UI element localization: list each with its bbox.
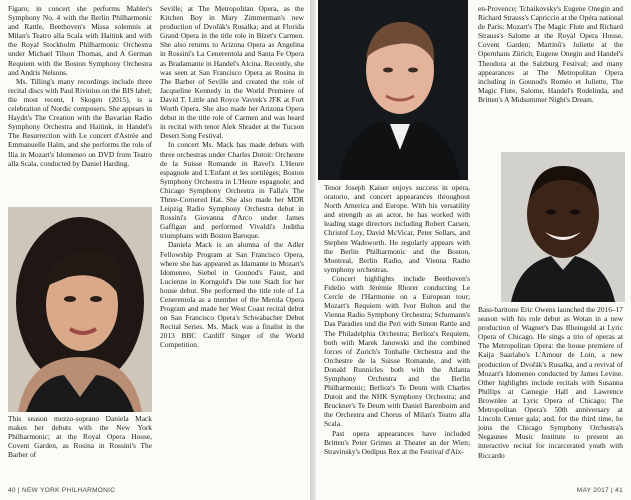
paragraph: Concert highlights include Beethoven's Fidelio with Jérémie Rhorer conducting Le Cercle de l'Harmonie on a European tour; Mozart's Requiem with Ivor Bolton and the Vienna Radio Symphony Orchestra; Schumann's Das Paradies und die Peri with Simon Rattle and The Philadelphia Orchestra; Berlioz's Requiem, both with Marek Janowski and the combined forces of Zurich's Tonhalle Orchestra and the Orchestre de la Suisse Romande, and with Donald Runnicles both with the Atlanta Symphony Orchestra and the Berlin Philharmonic; Berlioz's Te Deum with Charles Dutoit and the NHK Symphony Orchestra; and Bruckner's Te Deum with Daniel Barenboim and the Orchestra and Chorus of Milan's Teatro alla Scala. [324,273,470,429]
right-column-1-text [324,183,470,456]
right-footer [577,487,623,494]
left-page [0,0,310,500]
joseph-kaiser-photo [318,0,468,180]
daniela-mack-photo [8,207,152,412]
photo-caption: This season mezzo-soprano Daniela Mack makes her debuts with the New York Philharmonic; at the Royal Opera House, Covent Garden, as Rosina in Rossini's The Barber of [8,414,152,460]
left-column-1-text [8,4,152,168]
portrait-image [501,152,625,302]
folio-separator: | [611,487,616,494]
folio-left: 40 | NEW YORK PHILHARMONIC [8,487,116,494]
paragraph: Daniela Mack is an alumna of the Adler Fellowship Program at San Francisco Opera, where she has appeared as Idamante in Mozart's Idomeneo, Siebel in Gounod's Faust, and Lucienne in Korngold's Die tote Stadt for her house debut. She performed the title role of La Cenerentola as a member of the Merola Opera Program and made her West Coast recital debut on San Francisco Opera's Schwabacher Debut Recital Series. Ms. Mack was a finalist in the 2013 BBC Cardiff Singer of the World Competition. [160,240,304,350]
left-footer [8,487,115,494]
paragraph: Ms. Tilling's many recordings include three recital discs with Paul Rivinius on the BIS label; the most recent, I Skogen (2015), is a celebration of Nordic composers. She appears in Haydn's The Creation with the Bavarian Radio Symphony Orchestra and Haitink, in Handel's The Resurrection with Le concert d'Astrée and Emmanuelle Haïm, and she performs the role of Ilia in Mozart's Idomeneo on DVD from Teatro alla Scala, conducted by Daniel Harding. [8,76,152,168]
left-column-1-caption [8,414,152,459]
paragraph: en-Provence; Tchaikovsky's Eugene Onegin and Richard Strauss's Capriccio at the Opéra national de Paris; Mozart's The Magic Flute and Richard Strauss's Salome at the Royal Opera House, Covent Garden; Martinů's Juliette at the Opernhaus Zürich; Eugene Onegin and Handel's Theodora at the Salzburg Festival; and many appearances at The Metropolitan Opera including in Gounod's Roméo et Juliette, The Magic Flute, Salome, Handel's Rodelinda, and Britten's A Midsummer Night's Dream. [478,4,623,104]
eric-owens-photo [501,152,625,302]
portrait-image [8,207,152,412]
portrait-image [318,0,468,180]
paragraph: Seville; at The Metropolitan Opera, as the Kitchen Boy in Mary Zimmerman's new production of Dvořák's Rusalka; and at Florida Grand Opera in the title role in Bizet's Carmen. She also returns to Arizona Opera as Angelina in Rossini's La Cenerentola and Santa Fe Opera as Bradamante in Handel's Alcina. Recently, she was seen at San Francisco Opera as Rosina in The Barber of Seville and created the role of Jacqueline Kennedy in the World Premiere of David T. Little and Royce Vavrek's JFK at Fort Worth Opera. She also made her Arizona Opera debut in the title role of Carmen and was heard in recital with tenor Alek Shrader at the Tucson Desert Song Festival. [160,4,304,141]
paragraph: Past opera appearances have included Britten's Peter Grimes at Theater an der Wien; Stravinsky's Oedipus Rex at the Festival d'Aix- [324,428,470,456]
paragraph: Bass-baritone Eric Owens launched the 2016–17 season with his role debut as Wotan in a new production of Wagner's Das Rheingold at Lyric Opera of Chicago. He sings a trio of operas at The Metropolitan Opera: the house premiere of Kaija Saariaho's L'Amour de Loin, a new production of Dvořák's Rusalka, and a revival of Mozart's Idomeneo conducted by James Levine. Other highlights include recitals with Susanna Phillips at Carnegie Hall and Lawrence Brownlee at Lyric Opera of Chicago; The Metropolitan Opera's 50th anniversary at Lincoln Center gala; and, for the third time, he joins the Chicago Symphony Orchestra's Negaunee Music Institute to present an interactive recital for incarcerated youth with Riccardo [478,305,623,460]
right-page [316,0,631,500]
paragraph: In concert Ms. Mack has made debuts with three orchestras under Charles Dutoit: Orchestre de la Suisse Romande in Ravel's L'Heure espagnole and L'Enfant et les sortilèges; Boston Symphony Orchestra in L'Heure espagnole; and Chicago Symphony Orchestra in Falla's The Three-Cornered Hat. She also made her MDR Leipzig Radio Symphony Orchestra debut in Rossini's Giovanna d'Arco under James Gaffigan and performed Vivaldi's Juditha triumphans with Boston Baroque. [160,140,304,241]
folio-right: 41 [615,487,623,494]
issue-date: MAY 2017 [576,487,609,494]
right-column-2-top-text [478,4,623,104]
paragraph: Tenor Joseph Kaiser enjoys success in opera, oratorio, and concert appearances throughout North America and Europe. With his versatility and strength as an actor, he has worked with leading stage directors including Robert Carsen, Christof Loy, David McVicar, Peter Sellars, and Stephen Wadsworth. He regularly appears with the Berlin Philharmonic and the Boston, Montreal, Berlin Radio, and Vienna Radio symphony orchestras. [324,183,470,274]
right-column-2-bottom-text [478,305,623,460]
left-column-2-text [160,4,304,350]
paragraph: Figaro; in concert she performs Mahler's Symphony No. 4 with the Berlin Philharmonic and Rattle, Beethoven's Missa solemnis at Milan's Teatro alla Scala with Haitink and with the Royal Stockholm Philharmonic Orchestra under Michael Tilson Thomas, and A German Requiem with the Boston Symphony Orchestra and Andris Nelsons. [8,4,152,77]
